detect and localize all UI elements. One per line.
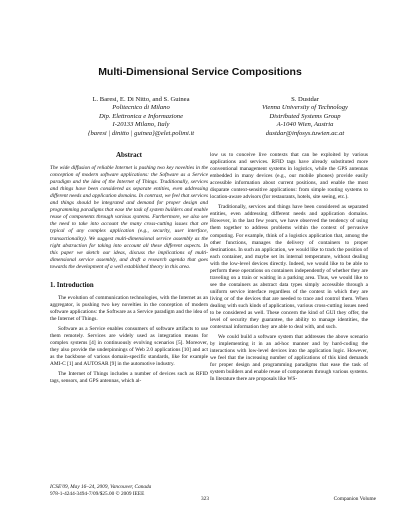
left-column (50, 152, 208, 388)
right-column (210, 152, 368, 387)
intro-paragraph-1: The evolution of communication technologies, with the Internet as an aggregator, is pushing two key novelties in the conception of modern software applications: the Software as a Service paradigm and the idea of the Internet of Things. (50, 294, 208, 322)
body-paragraph-services-things: Traditionally, services and things have been considered as separated entities, even addressing different needs and application domains. However, in the last few years, we have observed the tendency of using them together to address problems within the context of pervasive computing. For example, think of a logistics application that, among the other functions, manages the delivery of containers to proper destinations. In such an application, we would like to track the position of each container, and maybe set its internal temperature, without dealing with the low-level devices directly. Indeed, we would like to be able to perform these operations on containers independently of whether they are traveling on a train or waiting in a parking area. Thus, we would like to see the containers as abstract data types simply accessible through a uniform service interface regardless of the context in which they are living or of the devices that are needed to trace and control them. When dealing with such kinds of applications, various cross-cutting issues need to be considered as well. These concern the kind of GUI they offer, the level of security they guarantee, the ability to manage identities, the contextual information they are able to deal with, and such. (210, 204, 368, 331)
author-affiliation: Vienna University of Technology (262, 104, 348, 112)
author-address: A-1040 Wien, Austria (276, 121, 334, 129)
section-heading-introduction: 1. Introduction (50, 281, 94, 289)
body-paragraph-continued: low us to conceive live contexts that can be exploited by various applications and services. RFID tags have already substituted more conventional management systems in logistics, while the GPS antennas embedded in many devices (e.g., our mobile phones) provide easily accessible information about current positions, and enable the most disparate context-sensitive applications: from simple routing systems to location-aware advisors (for restaurants, hotels, site seeing, etc.). (210, 152, 368, 201)
author-names: S. Dustdar (291, 96, 319, 103)
paper-title: Multi-Dimensional Service Compositions (98, 66, 302, 78)
page-number: 323 (201, 496, 209, 502)
copyright-line: 978-1-4244-3494-7/09/$25.00 © 2009 IEEE (50, 490, 145, 497)
author-block-tuwien (230, 96, 380, 138)
author-block-polimi (66, 96, 216, 138)
abstract-text: The wide diffusion of reliable Internet is pushing two key novelties in the conception of modern software applications: the Software as a Service paradigm and the idea of the Internet of Things. Traditionally, services and things have been considered as separate entities, even addressing different needs and application domains. In contrast, we feel that services and things should be integrated and demand for proper design and programming paradigms that ease the task of system builders and enable reuse of components through various systems. Furthermore, we also see the need to take into account the many cross-cutting issues that are typical of any complex application (e.g., security, user interface, transactionality). We suggest multi-dimensional service assembly as the right abstraction for taking into account all these different aspects. In this paper we sketch our ideas, discuss the implications of multi-dimensional service assembly, and draft a research agenda that goes towards the development of a well established theory in this area. (50, 165, 208, 270)
author-email: {baresi | dinitto | guinea}@elet.polimi.it (87, 129, 195, 137)
companion-volume-label: Companion Volume (333, 496, 376, 502)
author-department: Distributed Systems Group (269, 112, 341, 120)
author-department: Dip. Elettronica e Informazione (99, 112, 183, 120)
intro-paragraph-2: Software as a Service enables consumers of software artifacts to use them remotely. Services are widely used as integration means for complex systems [4] in continuously evolving scenarios [5]. Moreover, they also provide the underpinnings of Web 2.0 applications [10] and act as the backbone of various domain-specific standards, like for example AMI-C [1] and AUTOSAR [9] in the automotive industry. (50, 325, 208, 368)
author-names: L. Baresi, E. Di Nitto, and S. Guinea (92, 96, 190, 103)
author-address: I-20133 Milano, Italy (112, 121, 170, 129)
author-email: dustdar@infosys.tuwien.ac.at (265, 129, 345, 137)
body-paragraph-ad-hoc: We could build a software system that addresses the above scenario by implementing it in an ad-hoc manner and by hard-coding the interactions with low-level devices into the application logic. However, we feel that the increasing number of applications of this kind demands for proper design and programming paradigms that ease the task of system builders and enable reuse of components through various systems. In literature there are proposals like WS- (210, 334, 368, 383)
conference-venue: ICSE'09, May 16–24, 2009, Vancouver, Canada (50, 484, 152, 490)
author-affiliation: Politecnico di Milano (112, 104, 170, 112)
abstract-heading: Abstract (115, 151, 143, 159)
intro-paragraph-3: The Internet of Things includes a number of devices such as RFID tags, sensors, and GPS antennas, which al- (50, 371, 208, 385)
